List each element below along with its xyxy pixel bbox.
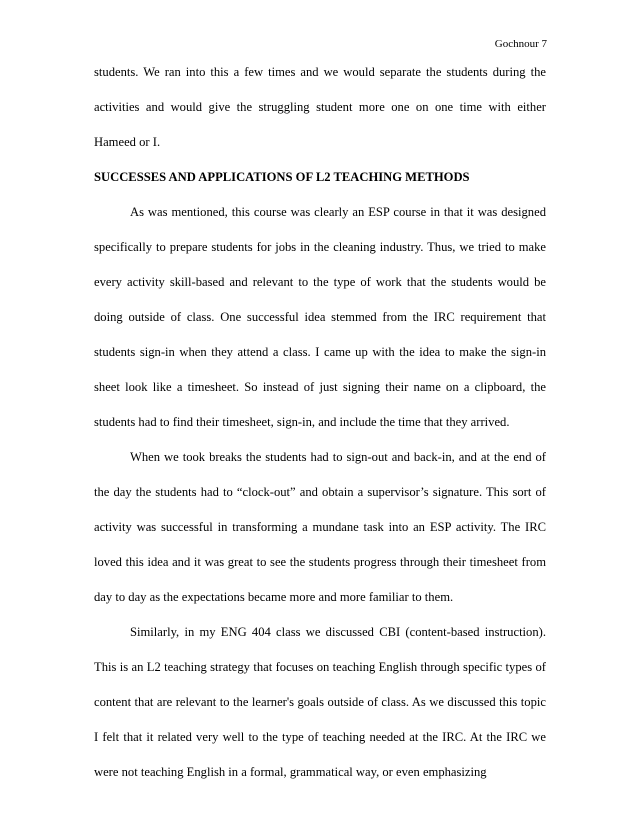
text-line: Hameed or I.: [94, 135, 161, 149]
text-line: doing outside of class. One successful idea stemmed from the IRC requirement that: [94, 310, 546, 324]
page-header: Gochnour 7: [494, 38, 547, 50]
text-line: day to day as the expectations became more and more familiar to them.: [94, 590, 454, 604]
text-line: every activity skill-based and relevant to the type of work that the students would be: [94, 275, 546, 289]
text-line: I felt that it related very well to the type of teaching needed at the IRC. At the IRC we: [94, 730, 546, 744]
section-heading: SUCCESSES AND APPLICATIONS OF L2 TEACHING METHODS: [94, 170, 470, 184]
text-line: When we took breaks the students had to sign-out and back-in, and at the end of: [130, 450, 546, 464]
text-line: Similarly, in my ENG 404 class we discussed CBI (content-based instruction).: [130, 625, 546, 639]
text-line: specifically to prepare students for jobs in the cleaning industry. Thus, we tried to make: [94, 240, 546, 254]
text-line: students had to find their timesheet, sign-in, and include the time that they arrived.: [94, 415, 510, 429]
text-line: content that are relevant to the learner's goals outside of class. As we discussed this topic: [94, 695, 546, 709]
text-line: As was mentioned, this course was clearly an ESP course in that it was designed: [130, 205, 546, 219]
text-line: sheet look like a timesheet. So instead of just signing their name on a clipboard, the: [94, 380, 546, 394]
text-line: This is an L2 teaching strategy that focuses on teaching English through specific types of: [94, 660, 546, 674]
text-line: were not teaching English in a formal, grammatical way, or even emphasizing: [94, 765, 487, 779]
text-line: activity was successful in transforming a mundane task into an ESP activity. The IRC: [94, 520, 546, 534]
text-line: activities and would give the struggling student more one on one time with either: [94, 100, 546, 114]
text-line: loved this idea and it was great to see the students progress through their timesheet from: [94, 555, 546, 569]
text-line: students. We ran into this a few times and we would separate the students during the: [94, 65, 546, 79]
document-body: [94, 65, 546, 780]
text-line: the day the students had to “clock-out” and obtain a supervisor’s signature. This sort of: [94, 485, 546, 499]
text-line: students sign-in when they attend a class. I came up with the idea to make the sign-in: [94, 345, 546, 359]
